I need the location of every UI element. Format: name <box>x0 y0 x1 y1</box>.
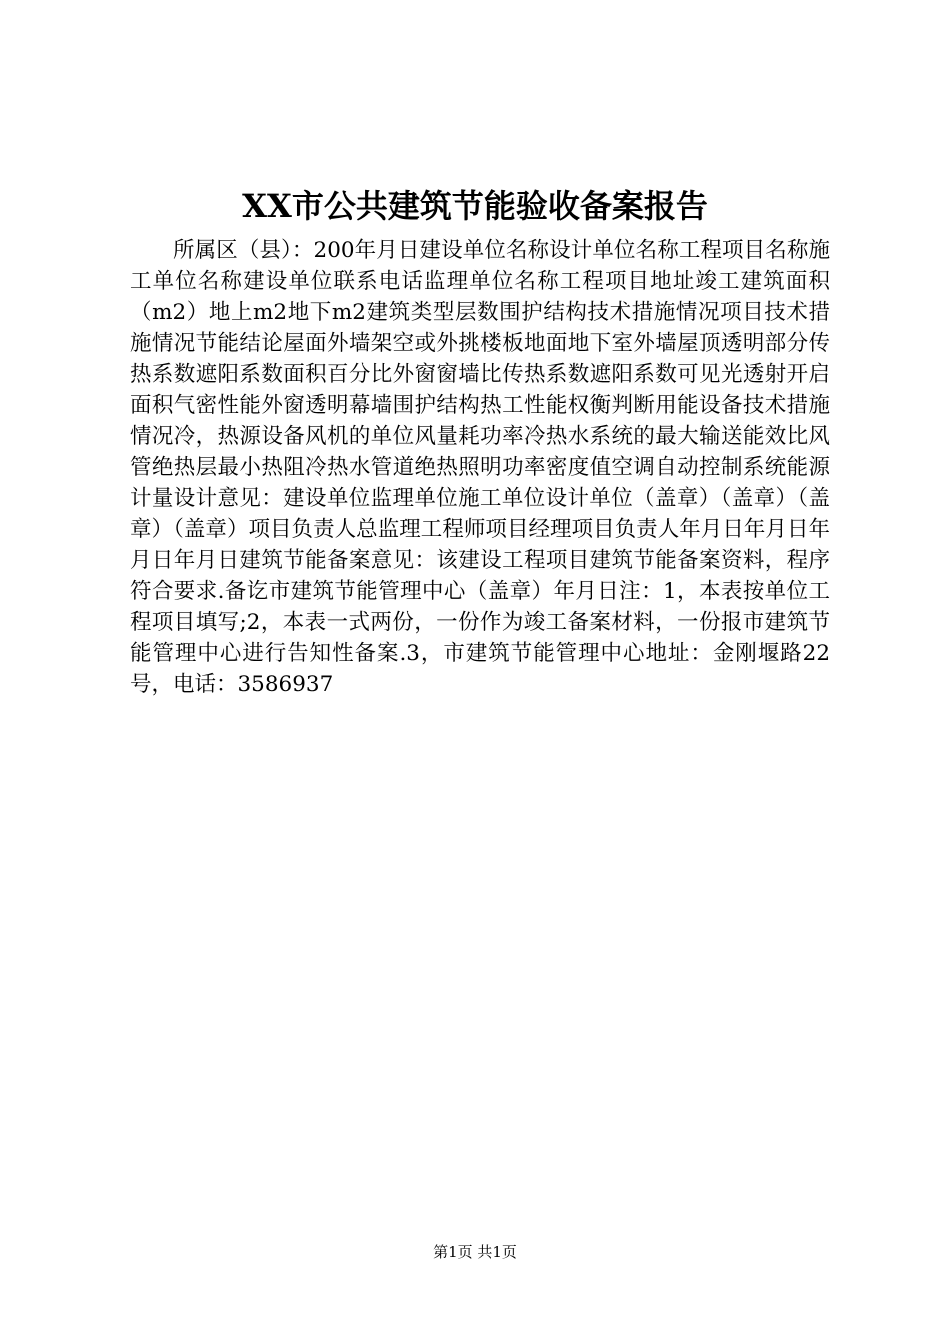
document-body: 所属区（县）：200年月日建设单位名称设计单位名称工程项目名称施工单位名称建设单位联系电话监理单位名称工程项目地址竣工建筑面积（m2）地上m2地下m2建筑类型层数围护结构技术措施情况项目技术措施情况节能结论屋面外墙架空或外挑楼板地面地下室外墙屋顶透明部分传热系数遮阳系数面积百分比外窗窗墙比传热系数遮阳系数可见光透射开启面积气密性能外窗透明幕墙围护结构热工性能权衡判断用能设备技术措施情况冷，热源设备风机的单位风量耗功率冷热水系统的最大输送能效比风管绝热层最小热阻冷热水管道绝热照明功率密度值空调自动控制系统能源计量设计意见：建设单位监理单位施工单位设计单位（盖章）（盖章）（盖章）（盖章）项目负责人总监理工程师项目经理项目负责人年月日年月日年月日年月日建筑节能备案意见：该建设工程项目建筑节能备案资料，程序符合要求.备讫市建筑节能管理中心（盖章）年月日注：1，本表按单位工程项目填写;2，本表一式两份，一份作为竣工备案材料，一份报市建筑节能管理中心进行告知性备案.3，市建筑节能管理中心地址：金刚堰路22号，电话：3586937 <box>130 238 830 697</box>
page-title: XX市公共建筑节能验收备案报告 <box>242 187 708 225</box>
page-footer: 第1页 共1页 <box>433 1243 517 1261</box>
